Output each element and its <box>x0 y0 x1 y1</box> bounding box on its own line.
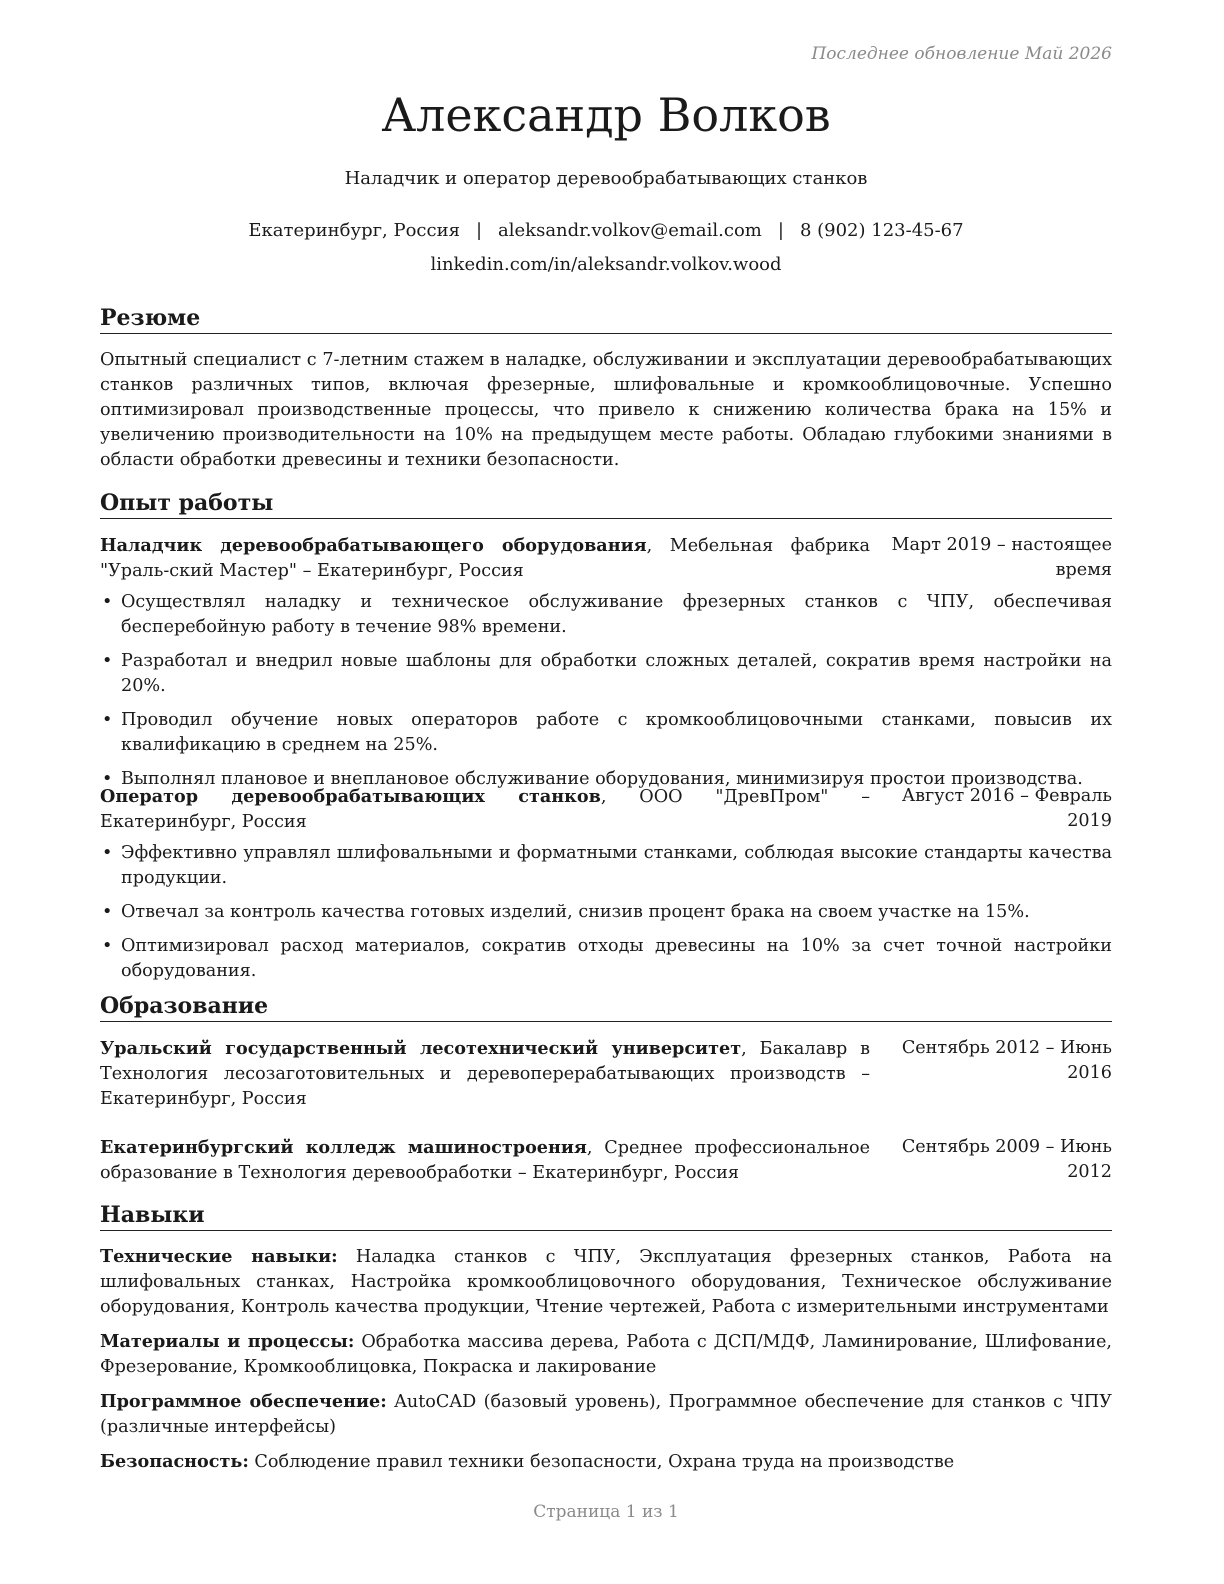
job-company: , Мебельная фабрика "Ураль-ский Мастер" – Екатеринбург, Россия <box>100 536 870 581</box>
section-title-education: Образование <box>100 992 1112 1022</box>
institution: Уральский государственный лесотехнический университет <box>100 1038 742 1059</box>
skill-text: AutoCAD (базовый уровень), Программное обеспечение для станков с ЧПУ (различные интерфейсы) <box>100 1392 1112 1437</box>
skill-text: Обработка массива дерева, Работа с ДСП/МДФ, Ламинирование, Шлифование, Фрезерование, Кромкооблицовка, Покраска и лакирование <box>100 1332 1112 1377</box>
skill-group <box>100 1389 1112 1440</box>
skill-label: Программное обеспечение: <box>100 1391 387 1412</box>
phone: 8 (902) 123-45-67 <box>799 220 964 241</box>
separator: | <box>777 220 784 241</box>
degree: , Среднее профессиональное образование в Технология деревообработки – Екатеринбург, Россия <box>100 1138 870 1183</box>
location: Екатеринбург, Россия <box>248 220 460 241</box>
job-entry <box>100 784 1112 993</box>
skill-group <box>100 1244 1112 1320</box>
last-updated: Последнее обновление Май 2026 <box>811 44 1112 64</box>
skill-text: Наладка станков с ЧПУ, Эксплуатация фрезерных станков, Работа на шлифовальных станках, Настройка кромкооблицовочного оборудования, Техническое обслуживание оборудования, Контроль качества продукции, Чтение чертежей, Работа с измерительными инструментами <box>100 1247 1112 1317</box>
list-item: • Выполнял плановое и внеплановое обслуживание оборудования, минимизируя простои производства. <box>100 767 1112 792</box>
list-item: • Оптимизировал расход материалов, сократив отходы древесины на 10% за счет точной настройки оборудования. <box>100 934 1112 984</box>
job-dates: Август 2016 – Февраль 2019 <box>901 786 1112 831</box>
institution: Екатеринбургский колледж машиностроения <box>100 1137 587 1158</box>
job-company: , ООО "ДревПром" – Екатеринбург, Россия <box>100 787 870 832</box>
job-entry <box>100 533 1112 801</box>
section-title-experience: Опыт работы <box>100 489 1112 519</box>
skills-list <box>100 1244 1112 1484</box>
education-entry <box>100 1036 1112 1112</box>
job-title: Наладчик и оператор деревообрабатывающих станков <box>344 168 868 189</box>
skill-group <box>100 1449 1112 1475</box>
section-title-skills: Навыки <box>100 1201 1112 1231</box>
education-entry <box>100 1135 1112 1186</box>
list-item: • Разработал и внедрил новые шаблоны для обработки сложных деталей, сократив время настройки на 20%. <box>100 649 1112 699</box>
list-item: • Проводил обучение новых операторов работе с кромкооблицовочными станками, повысив их квалификацию в среднем на 25%. <box>100 708 1112 758</box>
skill-group <box>100 1329 1112 1380</box>
linkedin-link[interactable]: linkedin.com/in/aleksandr.volkov.wood <box>430 254 782 275</box>
separator: | <box>475 220 483 241</box>
summary-text: Опытный специалист с 7-летним стажем в наладке, обслуживании и эксплуатации деревообрабатывающих станков различных типов, включая фрезерные, шлифовальные и кромкооблицовочные. Успешно оптимизировал производственные процессы, что привело к снижению количества брака на 15% и увеличению производительности на 10% на предыдущем месте работы. Обладаю глубокими знаниями в области обработки древесины и техники безопасности. <box>100 350 1112 470</box>
skill-text: Соблюдение правил техники безопасности, Охрана труда на производстве <box>248 1452 955 1472</box>
job-position: Оператор деревообрабатывающих станков <box>100 786 601 807</box>
education-dates: Сентябрь 2009 – Июнь 2012 <box>901 1137 1112 1182</box>
candidate-name: Александр Волков <box>381 88 831 142</box>
job-position: Наладчик деревообрабатывающего оборудования <box>100 535 647 556</box>
section-title-summary: Резюме <box>100 304 1112 334</box>
skill-label: Материалы и процессы: <box>100 1331 355 1352</box>
skill-label: Технические навыки: <box>100 1246 338 1267</box>
contact-line <box>100 220 1112 241</box>
list-item: • Осуществлял наладку и техническое обслуживание фрезерных станков с ЧПУ, обеспечивая бесперебойную работу в течение 98% времени. <box>100 590 1112 640</box>
skill-label: Безопасность: <box>100 1451 249 1472</box>
degree: , Бакалавр в Технология лесозаготовительных и деревоперерабатывающих производств – Екатеринбург, Россия <box>100 1039 870 1109</box>
email-link[interactable]: aleksandr.volkov@email.com <box>498 220 762 241</box>
page-number: Страница 1 из 1 <box>533 1502 679 1522</box>
list-item: • Эффективно управлял шлифовальными и форматными станками, соблюдая высокие стандарты качества продукции. <box>100 841 1112 891</box>
education-dates: Сентябрь 2012 – Июнь 2016 <box>901 1038 1112 1083</box>
job-dates: Март 2019 – настоящее время <box>891 535 1112 580</box>
list-item: • Отвечал за контроль качества готовых изделий, снизив процент брака на своем участке на 15%. <box>100 900 1112 925</box>
